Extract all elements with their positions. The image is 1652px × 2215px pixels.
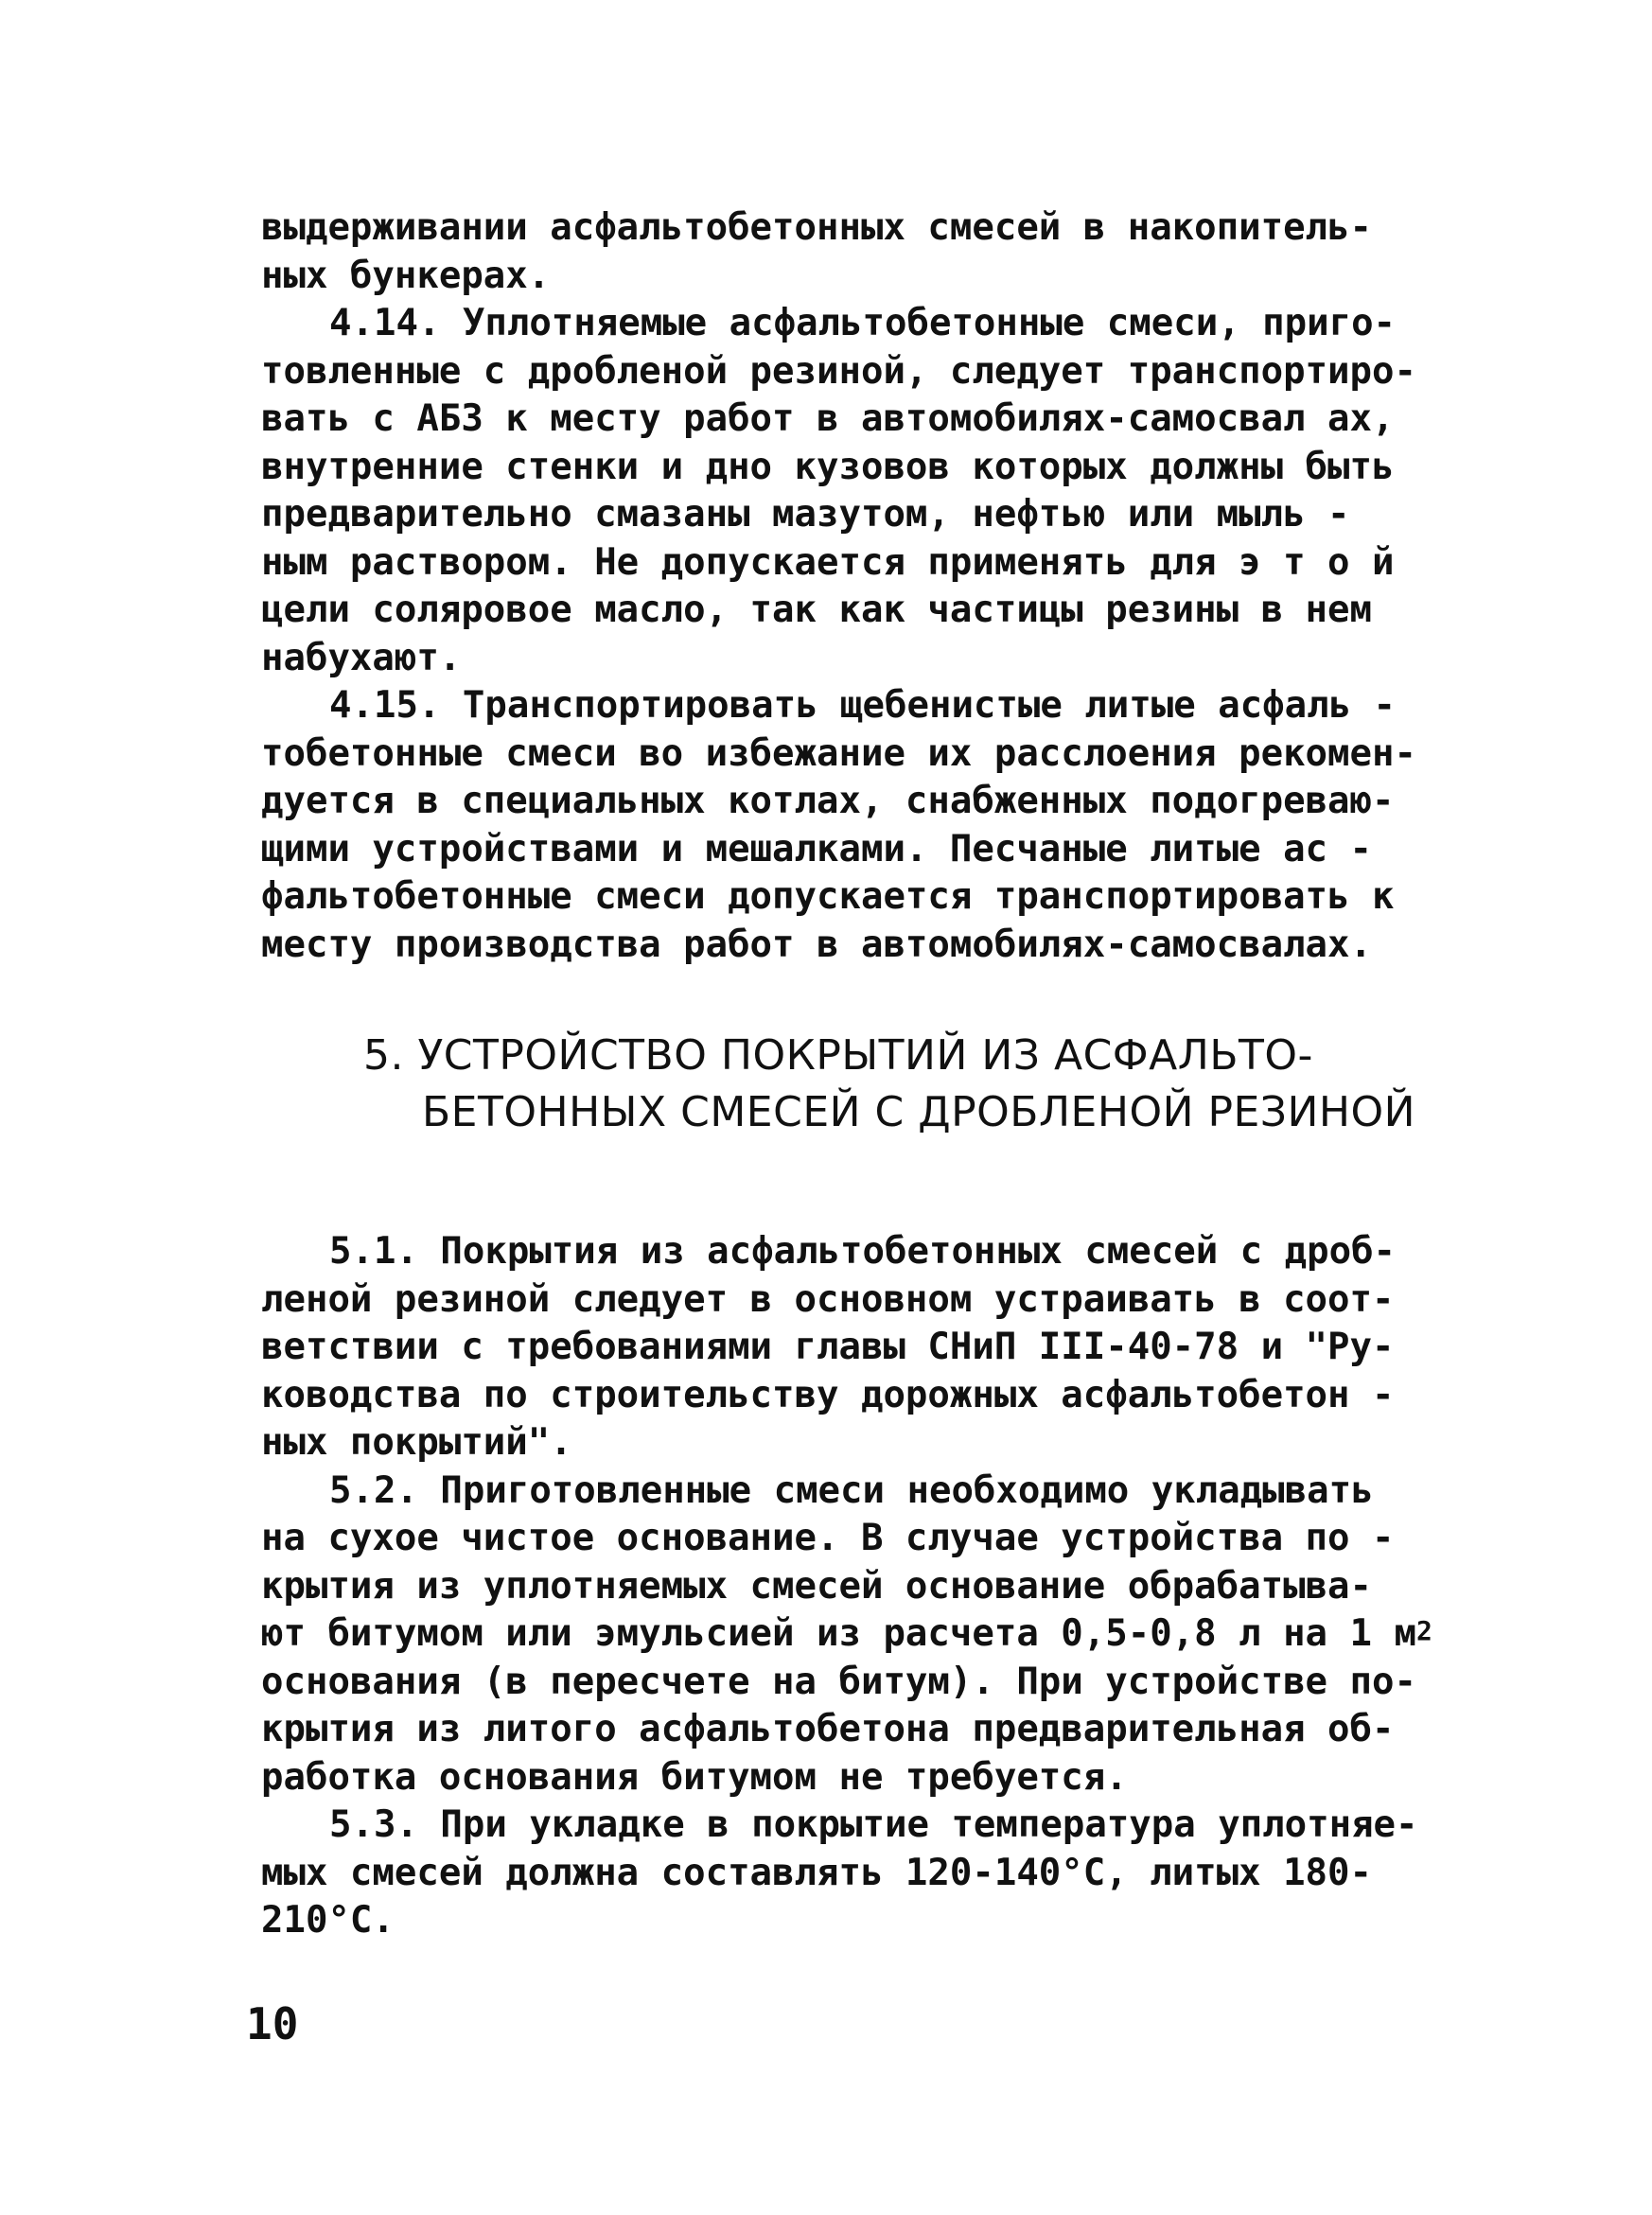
paragraph-4-14-start: 4.14. Уплотняемые асфальтобетонные смеси, приго- [329, 302, 1397, 344]
paragraph-5-3-start: 5.3. При укладке в покрытие температура уплотняе- [329, 1803, 1418, 1846]
text-line: ных покрытий". [261, 1421, 572, 1464]
text-line: крытия из литого асфальтобетона предварительная об- [261, 1708, 1395, 1750]
text-line: вать с АБЗ к месту работ в автомобилях-самосвал ах, [261, 397, 1395, 440]
text-line: фальтобетонные смеси допускается транспортировать к [261, 875, 1395, 918]
text-line: ных бункерах. [261, 254, 551, 297]
text-line: внутренние стенки и дно кузовов которых должны быть [261, 445, 1395, 488]
text-line: леной резиной следует в основном устраивать в соот- [261, 1277, 1395, 1321]
paragraph-4-15-start: 4.15. Транспортировать щебенистые литые асфаль - [329, 684, 1397, 727]
text-line: ветствии с требованиями главы СНиП III-40-78 и "Ру- [261, 1326, 1395, 1368]
text-line: предварительно смазаны мазутом, нефтью или мыль - [261, 493, 1350, 536]
section-heading-line-2: БЕТОННЫХ СМЕСЕЙ С ДРОБЛЕНОЙ РЕЗИНОЙ [422, 1088, 1416, 1136]
text-line: набухают. [261, 636, 462, 679]
text-block-transport [261, 204, 1482, 969]
text-line: товленные с дробленой резиной, следует транспортиро- [261, 349, 1416, 393]
text-span: ют битумом или эмульсией из расчета 0,5-0,8 л на 1 м [261, 1612, 1416, 1655]
text-line: выдерживании асфальтобетонных смесей в накопитель- [261, 206, 1372, 249]
text-line: цели соляровое масло, так как частицы резины в нем [261, 589, 1372, 631]
text-line: ководства по строительству дорожных асфальтобетон - [261, 1373, 1395, 1416]
section-heading-line-1: 5. УСТРОЙСТВО ПОКРЫТИЙ ИЗ АСФАЛЬТО- [363, 1031, 1313, 1080]
text-line: мых смесей должна составлять 120-140°С, литых 180- [261, 1851, 1372, 1894]
paragraph-5-2-start: 5.2. Приготовленные смеси необходимо укладывать [329, 1468, 1374, 1512]
paragraph-5-1-start: 5.1. Покрытия из асфальтобетонных смесей с дроб- [329, 1230, 1397, 1273]
text-block-section-5 [261, 1228, 1482, 1945]
text-line-with-superscript [261, 1610, 1482, 1659]
text-line: работка основания битумом не требуется. [261, 1755, 1128, 1799]
text-line: крытия из уплотняемых смесей основание обрабатыва- [261, 1564, 1372, 1608]
text-line: тобетонные смеси во избежание их расслоения рекомен- [261, 731, 1416, 775]
text-line: ным раствором. Не допускается применять для э т о й [261, 540, 1395, 584]
superscript: 2 [1415, 1615, 1432, 1646]
text-line: основания (в пересчете на битум). При устройстве по- [261, 1660, 1416, 1703]
page-number: 10 [246, 1998, 299, 2049]
text-line: щими устройствами и мешалками. Песчаные литые ас - [261, 827, 1372, 870]
text-line: на сухое чистое основание. В случае устройства по - [261, 1517, 1395, 1559]
text-line: месту производства работ в автомобилях-самосвалах. [261, 923, 1372, 966]
text-line: дуется в специальных котлах, снабженных подогреваю- [261, 780, 1395, 822]
text-line: 210°С. [261, 1899, 395, 1942]
